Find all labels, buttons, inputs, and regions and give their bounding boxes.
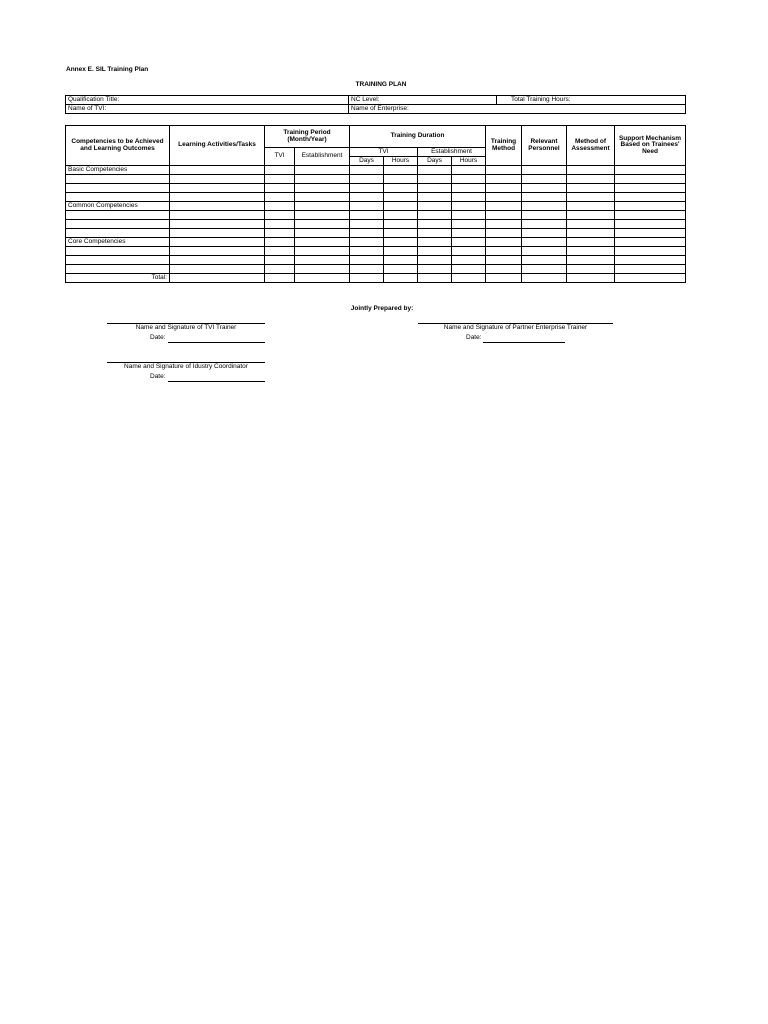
table-cell[interactable] [522,265,567,274]
table-row [66,220,686,229]
header-training-method: Training Method [486,126,522,166]
table-cell[interactable] [522,238,567,247]
table-cell[interactable] [295,256,350,265]
jointly-prepared-text: Jointly Prepared by: [350,305,414,312]
table-cell[interactable] [265,193,295,202]
table-cell[interactable] [350,256,384,265]
table-cell[interactable] [418,211,452,220]
table-cell[interactable] [567,211,615,220]
table-cell[interactable] [170,193,265,202]
header-duration-establishment: Establishment [418,148,486,157]
table-cell[interactable] [567,238,615,247]
table-cell[interactable] [522,220,567,229]
table-cell[interactable] [265,238,295,247]
table-cell[interactable] [452,265,486,274]
table-cell[interactable] [567,175,615,184]
table-cell[interactable] [418,220,452,229]
industry-coordinator-date-line[interactable] [168,381,265,382]
total-training-hours-field[interactable] [497,96,686,105]
table-cell[interactable] [66,175,170,184]
table-cell[interactable] [486,274,522,283]
section-common-competencies: Common Competencies [66,202,170,211]
table-cell[interactable] [384,184,418,193]
table-cell[interactable] [452,238,486,247]
table-cell[interactable] [384,247,418,256]
table-cell[interactable] [265,247,295,256]
table-cell[interactable] [170,265,265,274]
table-cell[interactable] [265,202,295,211]
table-cell[interactable] [384,274,418,283]
table-cell[interactable] [350,211,384,220]
table-cell[interactable] [486,211,522,220]
tvi-trainer-date-line[interactable] [168,342,265,343]
table-cell[interactable] [486,247,522,256]
table-cell[interactable] [567,265,615,274]
table-cell[interactable] [265,220,295,229]
table-cell[interactable] [486,193,522,202]
table-cell[interactable] [66,184,170,193]
table-cell[interactable] [350,184,384,193]
table-cell[interactable] [295,265,350,274]
table-row [66,193,686,202]
table-cell[interactable] [418,256,452,265]
table-cell[interactable] [615,265,686,274]
table-cell[interactable] [486,202,522,211]
table-cell[interactable] [522,193,567,202]
table-cell[interactable] [384,220,418,229]
document-title [0,82,768,89]
table-cell[interactable] [265,274,295,283]
table-cell[interactable] [384,256,418,265]
table-cell[interactable] [615,247,686,256]
header-support-mechanism: Support Mechanism Based on Trainees' Need [615,126,686,166]
industry-coordinator-date-label: Date: [150,373,166,380]
table-cell[interactable] [452,211,486,220]
table-cell[interactable] [295,166,350,175]
table-cell[interactable] [384,265,418,274]
table-cell[interactable] [522,211,567,220]
table-cell[interactable] [486,229,522,238]
table-cell[interactable] [418,265,452,274]
table-cell[interactable] [452,256,486,265]
table-cell[interactable] [567,229,615,238]
table-cell[interactable] [350,175,384,184]
header-period-tvi: TVI [265,148,295,166]
table-cell[interactable] [384,229,418,238]
table-cell[interactable] [66,229,170,238]
table-cell[interactable] [350,220,384,229]
table-cell[interactable] [295,202,350,211]
table-cell[interactable] [350,274,384,283]
table-cell[interactable] [350,166,384,175]
table-cell[interactable] [522,184,567,193]
table-cell[interactable] [384,175,418,184]
table-cell[interactable] [66,265,170,274]
table-cell[interactable] [418,193,452,202]
table-cell[interactable] [418,202,452,211]
table-cell[interactable] [66,256,170,265]
training-plan-table [65,125,686,283]
table-cell[interactable] [384,202,418,211]
table-cell[interactable] [418,229,452,238]
header-relevant-personnel: Relevant Personnel [522,126,567,166]
table-cell[interactable] [567,256,615,265]
table-cell[interactable] [295,229,350,238]
table-cell[interactable] [295,247,350,256]
table-cell[interactable] [452,247,486,256]
table-cell[interactable] [615,229,686,238]
table-cell[interactable] [350,238,384,247]
table-cell[interactable] [170,202,265,211]
table-cell[interactable] [170,274,265,283]
table-cell[interactable] [418,274,452,283]
table-cell[interactable] [567,220,615,229]
section-core-competencies: Core Competencies [66,238,170,247]
table-cell[interactable] [418,238,452,247]
table-cell[interactable] [615,211,686,220]
table-cell[interactable] [522,256,567,265]
table-cell[interactable] [295,193,350,202]
table-cell[interactable] [567,274,615,283]
table-cell[interactable] [452,175,486,184]
table-row [66,211,686,220]
nc-level-field[interactable]: NC Level: [349,96,497,105]
table-cell[interactable] [567,166,615,175]
tvi-trainer-date-label: Date: [150,334,166,341]
table-cell[interactable] [615,166,686,175]
table-cell[interactable] [615,238,686,247]
table-cell[interactable] [350,229,384,238]
table-row [66,166,686,175]
table-row [66,265,686,274]
table-cell[interactable] [486,220,522,229]
table-cell[interactable] [295,238,350,247]
table-cell[interactable] [522,274,567,283]
table-cell[interactable] [170,238,265,247]
table-cell[interactable] [567,184,615,193]
table-cell[interactable] [295,184,350,193]
header-learning-activities: Learning Activities/Tasks [170,126,265,166]
partner-trainer-date-line[interactable] [483,342,565,343]
table-cell[interactable] [418,166,452,175]
table-cell[interactable] [522,175,567,184]
table-cell[interactable] [486,175,522,184]
table-row [66,202,686,211]
tvi-trainer-label: Name and Signature of TVI Trainer [135,324,237,331]
table-cell[interactable] [66,220,170,229]
table-cell[interactable] [265,229,295,238]
table-cell[interactable] [486,265,522,274]
table-cell[interactable] [66,211,170,220]
table-cell[interactable] [615,193,686,202]
table-cell[interactable] [522,229,567,238]
table-cell[interactable] [384,193,418,202]
table-cell[interactable] [170,184,265,193]
table-cell[interactable] [350,202,384,211]
table-row [66,256,686,265]
table-cell[interactable] [170,175,265,184]
table-cell[interactable] [522,166,567,175]
table-cell[interactable] [170,256,265,265]
table-cell[interactable] [265,211,295,220]
table-cell[interactable] [170,211,265,220]
header-establishment-days: Days [418,157,452,166]
table-cell[interactable] [522,247,567,256]
table-cell[interactable] [452,193,486,202]
header-establishment-hours: Hours [452,157,486,166]
table-cell[interactable] [384,238,418,247]
table-cell[interactable] [522,202,567,211]
table-row [66,247,686,256]
qualification-title-field[interactable]: Qualification Title: [66,96,349,105]
total-training-hours-label: Total Training Hours: [511,95,571,103]
table-cell[interactable] [66,193,170,202]
table-cell[interactable] [615,184,686,193]
table-cell[interactable] [170,247,265,256]
table-cell[interactable] [418,175,452,184]
table-cell[interactable] [486,184,522,193]
name-of-tvi-field[interactable]: Name of TVI: [66,105,349,114]
table-cell[interactable] [265,184,295,193]
header-competencies: Competencies to be Achieved and Learning Outcomes [66,126,170,166]
table-cell[interactable] [452,184,486,193]
table-row [66,229,686,238]
table-cell[interactable] [170,229,265,238]
table-cell[interactable] [295,211,350,220]
table-cell[interactable] [66,247,170,256]
header-training-duration: Training Duration [350,126,486,148]
table-cell[interactable] [265,166,295,175]
info-table [65,95,686,114]
header-method-of-assessment: Method of Assessment [567,126,615,166]
header-period-establishment: Establishment [295,148,350,166]
annex-title: Annex E. SIL Training Plan [66,66,149,73]
table-cell[interactable] [615,274,686,283]
table-cell[interactable] [170,220,265,229]
document-title-text: TRAINING PLAN [355,81,407,88]
industry-coordinator-label: Name and Signature of Idustry Coordinator [124,363,248,370]
header-tvi-days: Days [350,157,384,166]
table-cell[interactable] [486,166,522,175]
table-row [66,175,686,184]
table-cell[interactable] [170,166,265,175]
table-row [66,238,686,247]
table-row [66,274,686,283]
table-cell[interactable] [452,220,486,229]
table-cell[interactable] [486,238,522,247]
partner-trainer-date-label: Date: [466,334,482,341]
table-cell[interactable] [567,202,615,211]
table-cell[interactable] [567,193,615,202]
table-cell[interactable] [418,184,452,193]
table-cell[interactable] [265,256,295,265]
table-cell[interactable] [295,274,350,283]
table-cell[interactable] [350,247,384,256]
table-cell[interactable] [452,229,486,238]
table-cell[interactable] [452,202,486,211]
header-duration-tvi: TVI [350,148,418,157]
table-cell[interactable] [615,202,686,211]
table-cell[interactable] [350,193,384,202]
table-cell[interactable] [615,175,686,184]
table-cell[interactable] [384,166,418,175]
table-cell[interactable] [350,265,384,274]
table-cell[interactable] [452,274,486,283]
table-row [66,184,686,193]
table-cell[interactable] [384,211,418,220]
jointly-prepared-label [0,306,768,313]
name-of-enterprise-field[interactable]: Name of Enterprise: [349,105,686,114]
table-cell[interactable] [615,256,686,265]
table-cell[interactable] [265,265,295,274]
table-cell[interactable] [295,220,350,229]
table-cell[interactable] [418,247,452,256]
table-cell[interactable] [615,220,686,229]
table-cell[interactable] [295,175,350,184]
header-tvi-hours: Hours [384,157,418,166]
header-training-period: Training Period (Month/Year) [265,126,350,148]
total-row: Total: [66,274,170,283]
table-cell[interactable] [486,256,522,265]
table-cell[interactable] [452,166,486,175]
partner-trainer-label: Name and Signature of Partner Enterprise Trainer [443,324,588,331]
section-basic-competencies: Basic Competencies [66,166,170,175]
table-cell[interactable] [567,247,615,256]
table-cell[interactable] [265,175,295,184]
training-plan-body [66,166,686,283]
